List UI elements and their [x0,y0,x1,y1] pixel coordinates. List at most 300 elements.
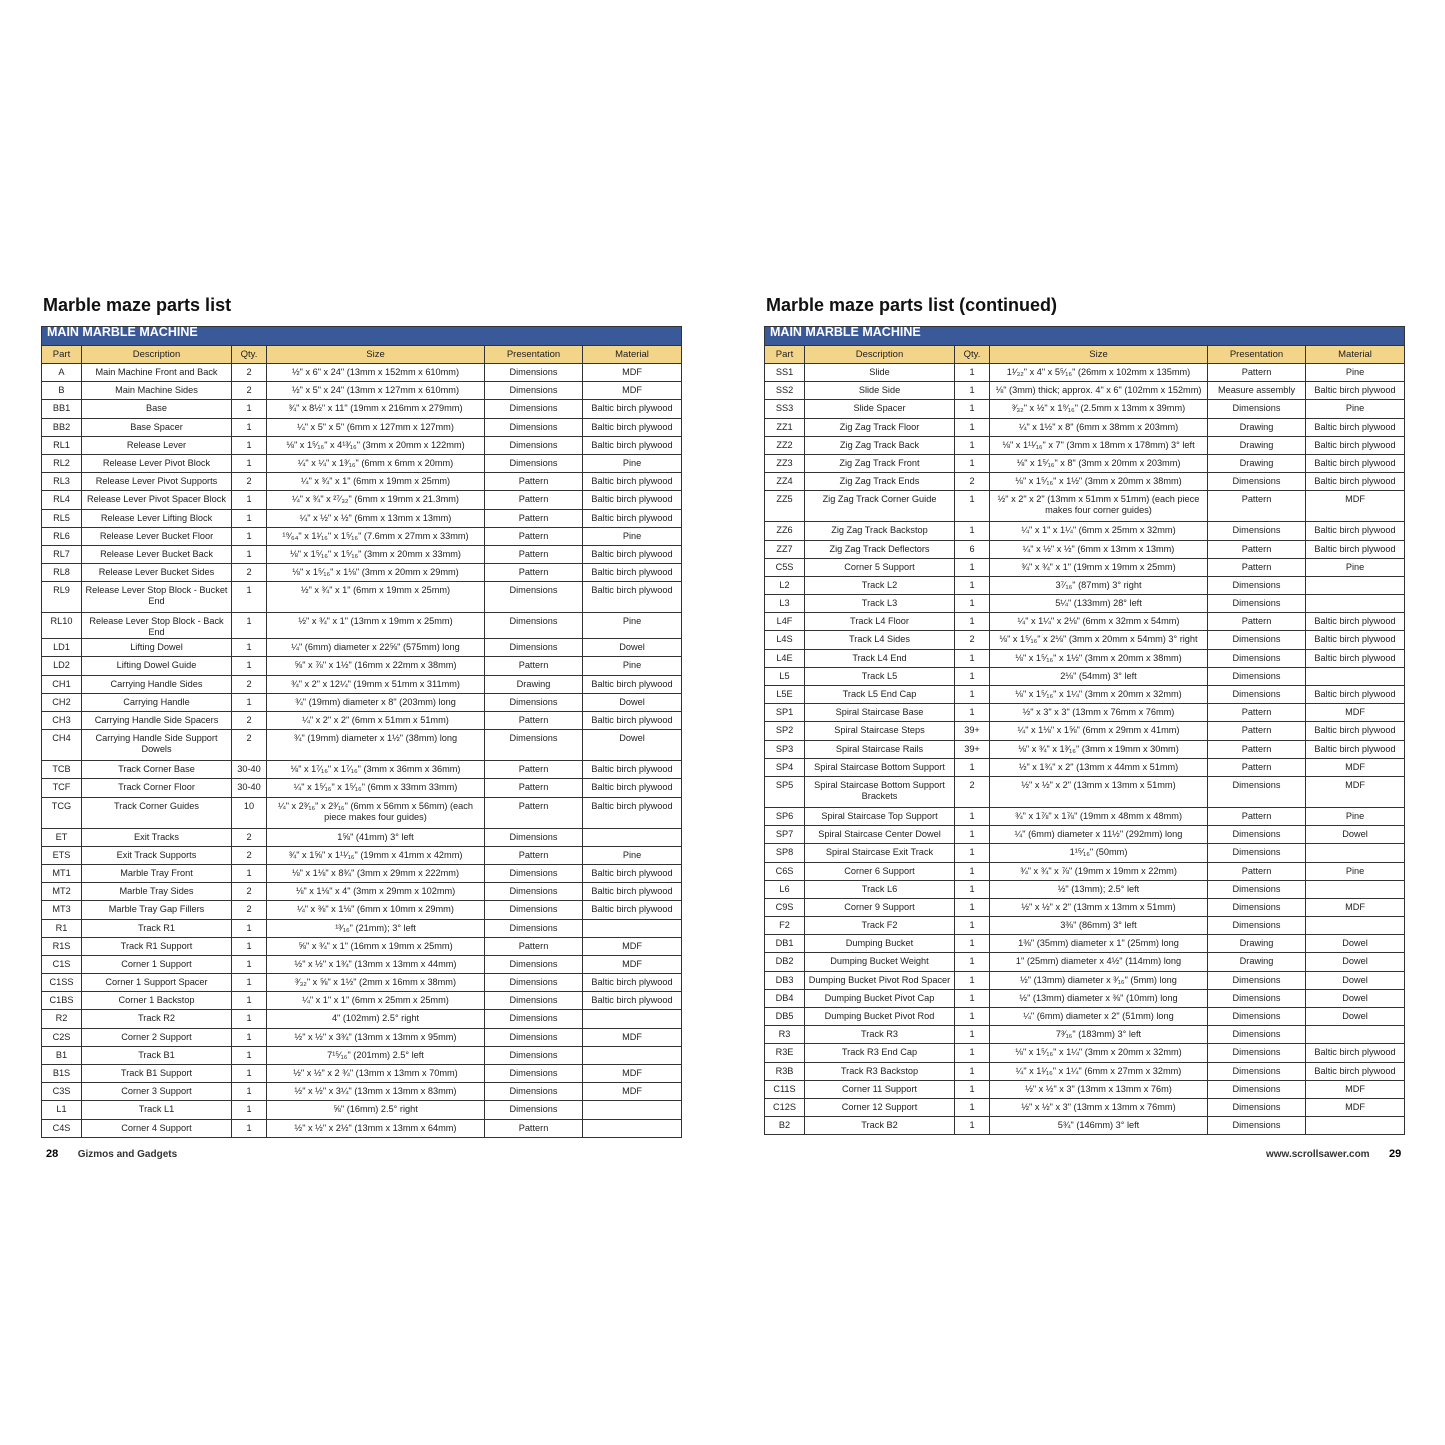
cell-presentation: Pattern [1208,613,1306,631]
section-header: MAIN MARBLE MACHINE [42,327,682,346]
cell-size: ¾" x 2" x 12¼" (19mm x 51mm x 311mm) [267,675,485,693]
table-row [42,509,682,527]
cell-qty: 1 [232,974,267,992]
table-row [765,686,1405,704]
cell-qty: 1 [955,898,990,916]
cell-presentation: Dimensions [1208,776,1306,807]
cell-qty: 1 [955,491,990,522]
cell-presentation: Dimensions [485,454,583,472]
cell-part: B1S [42,1065,82,1083]
right-page [764,294,1404,1135]
table-row [42,846,682,864]
cell-part: ETS [42,846,82,864]
cell-material [1306,576,1405,594]
table-row [42,864,682,882]
table-row [42,883,682,901]
cell-description: Track R3 Backstop [805,1062,955,1080]
table-row [765,935,1405,953]
cell-description: Marble Tray Front [82,864,232,882]
cell-part: SS2 [765,382,805,400]
table-row [765,491,1405,522]
cell-qty: 2 [232,712,267,730]
cell-part: ZZ6 [765,522,805,540]
cell-material: Baltic birch plywood [1306,649,1405,667]
cell-material: Baltic birch plywood [1306,686,1405,704]
cell-presentation: Pattern [1208,758,1306,776]
cell-material: Pine [583,613,682,639]
cell-material: Pine [1306,558,1405,576]
cell-description: Dumping Bucket Pivot Cap [805,989,955,1007]
table-row [42,613,682,639]
cell-size: ¼" x 1" x 1" (6mm x 25mm x 25mm) [267,992,485,1010]
table-row [42,1101,682,1119]
cell-presentation: Dimensions [485,693,583,711]
cell-description: Lifting Dowel [82,639,232,657]
table-row [42,1119,682,1137]
table-row [42,1028,682,1046]
cell-part: SS1 [765,364,805,382]
cell-qty: 1 [232,657,267,675]
cell-qty: 1 [232,400,267,418]
cell-qty: 1 [232,582,267,613]
cell-description: Corner 4 Support [82,1119,232,1137]
cell-part: C2S [42,1028,82,1046]
page-title: Marble maze parts list [43,295,232,315]
cell-presentation: Pattern [485,797,583,828]
table-row [42,527,682,545]
table-row [42,992,682,1010]
cell-part: ZZ4 [765,473,805,491]
cell-qty: 1 [955,436,990,454]
cell-material: Dowel [583,639,682,657]
cell-description: Zig Zag Track Corner Guide [805,491,955,522]
cell-material: Baltic birch plywood [583,901,682,919]
cell-presentation: Dimensions [485,1101,583,1119]
table-row [765,436,1405,454]
cell-size: ⅛" x 1⁵⁄₁₆" x 1⁵⁄₁₆" (3mm x 20mm x 33mm) [267,545,485,563]
cell-part: L4E [765,649,805,667]
cell-material: Baltic birch plywood [583,400,682,418]
cell-presentation: Pattern [485,846,583,864]
table-row [42,1046,682,1064]
cell-size: 3⁷⁄₁₆" (87mm) 3° right [990,576,1208,594]
cell-qty: 1 [955,1044,990,1062]
cell-material: Pine [583,527,682,545]
cell-description: Base [82,400,232,418]
cell-part: TCF [42,779,82,797]
cell-presentation: Measure assembly [1208,382,1306,400]
cell-description: Release Lever Bucket Back [82,545,232,563]
cell-qty: 1 [955,1062,990,1080]
cell-size: 1⅝" (41mm) 3° left [267,828,485,846]
cell-description: Track B2 [805,1117,955,1135]
cell-description: Corner 11 Support [805,1080,955,1098]
cell-size: ⅛" x 1⁵⁄₁₆" x 1⅛" (3mm x 20mm x 29mm) [267,564,485,582]
cell-material: MDF [583,1065,682,1083]
cell-part: C4S [42,1119,82,1137]
cell-size: ⅛" x ¾" x 1³⁄₁₆" (3mm x 19mm x 30mm) [990,740,1208,758]
cell-description: Main Machine Sides [82,382,232,400]
table-row [42,974,682,992]
cell-presentation: Pattern [1208,491,1306,522]
cell-part: DB1 [765,935,805,953]
cell-material: Baltic birch plywood [583,564,682,582]
cell-qty: 1 [955,576,990,594]
cell-size: ¾" x ¾" x 1" (19mm x 19mm x 25mm) [990,558,1208,576]
cell-part: C9S [765,898,805,916]
cell-size: ¼" x 2³⁄₁₆" x 2³⁄₁₆" (6mm x 56mm x 56mm) (each piece makes four guides) [267,797,485,828]
cell-qty: 1 [232,527,267,545]
cell-description: Track L4 Sides [805,631,955,649]
cell-presentation: Dimensions [1208,1117,1306,1135]
cell-description: Spiral Staircase Bottom Support [805,758,955,776]
cell-part: B [42,382,82,400]
cell-size: ⅛" x 1⁵⁄₁₆" x 2⅛" (3mm x 20mm x 54mm) 3° right [990,631,1208,649]
cell-material: Baltic birch plywood [1306,418,1405,436]
cell-part: L5E [765,686,805,704]
cell-part: ZZ1 [765,418,805,436]
cell-part: R2 [42,1010,82,1028]
cell-description: Corner 3 Support [82,1083,232,1101]
cell-description: Track B1 Support [82,1065,232,1083]
cell-description: Dumping Bucket Pivot Rod Spacer [805,971,955,989]
cell-description: Carrying Handle Side Spacers [82,712,232,730]
cell-description: Corner 12 Support [805,1098,955,1116]
cell-presentation: Pattern [485,712,583,730]
parts-table [41,326,682,1138]
cell-material [1306,595,1405,613]
cell-description: Track Corner Guides [82,797,232,828]
cell-presentation: Dimensions [1208,1044,1306,1062]
table-row [765,807,1405,825]
cell-size: ⅝" x ¾" x 1" (16mm x 19mm x 25mm) [267,937,485,955]
cell-description: Corner 2 Support [82,1028,232,1046]
cell-qty: 2 [232,901,267,919]
cell-size: ¾" x 1⅝" x 1¹¹⁄₁₆" (19mm x 41mm x 42mm) [267,846,485,864]
cell-size: ½" x ½" x 2" (13mm x 13mm x 51mm) [990,898,1208,916]
cell-description: Slide Side [805,382,955,400]
cell-description: Zig Zag Track Back [805,436,955,454]
cell-qty: 1 [232,418,267,436]
section-header: MAIN MARBLE MACHINE [765,327,1405,346]
cell-presentation: Dimensions [1208,1062,1306,1080]
cell-presentation: Dimensions [1208,631,1306,649]
cell-material: Baltic birch plywood [1306,613,1405,631]
cell-material [1306,1026,1405,1044]
table-row [42,473,682,491]
cell-qty: 1 [955,649,990,667]
cell-material [1306,1117,1405,1135]
table-row [765,758,1405,776]
cell-material: MDF [583,937,682,955]
cell-presentation: Dimensions [485,864,583,882]
cell-presentation: Dimensions [1208,971,1306,989]
col-qty: Qty. [955,346,990,364]
cell-part: RL2 [42,454,82,472]
cell-size: 1" (25mm) diameter x 4½" (114mm) long [990,953,1208,971]
cell-part: ZZ5 [765,491,805,522]
cell-description: Release Lever Bucket Sides [82,564,232,582]
cell-description: Release Lever [82,436,232,454]
cell-part: C3S [42,1083,82,1101]
cell-presentation: Pattern [485,761,583,779]
table-row [765,862,1405,880]
cell-presentation: Pattern [485,491,583,509]
cell-qty: 1 [232,491,267,509]
col-presentation: Presentation [485,346,583,364]
cell-qty: 2 [232,564,267,582]
cell-part: BB1 [42,400,82,418]
footer-right [1266,1148,1401,1160]
cell-material: Pine [583,454,682,472]
cell-material: Dowel [1306,953,1405,971]
cell-part: DB4 [765,989,805,1007]
cell-size: 5¾" (146mm) 3° left [990,1117,1208,1135]
cell-material: Baltic birch plywood [583,974,682,992]
cell-description: Track L6 [805,880,955,898]
cell-description: Track L2 [805,576,955,594]
cell-qty: 1 [232,1119,267,1137]
cell-part: RL10 [42,613,82,639]
cell-qty: 1 [955,558,990,576]
table-row [765,704,1405,722]
cell-presentation: Dimensions [485,974,583,992]
cell-material: Pine [1306,862,1405,880]
cell-size: ¼" x 2" x 2" (6mm x 51mm x 51mm) [267,712,485,730]
table-row [765,1008,1405,1026]
cell-presentation: Dimensions [485,1046,583,1064]
table-row [42,382,682,400]
cell-description: Carrying Handle Side Support Dowels [82,730,232,761]
cell-presentation: Dimensions [1208,989,1306,1007]
cell-qty: 6 [955,540,990,558]
cell-qty: 30-40 [232,761,267,779]
cell-presentation: Drawing [1208,935,1306,953]
cell-material: Baltic birch plywood [1306,631,1405,649]
cell-description: Track R3 [805,1026,955,1044]
table-row [42,828,682,846]
cell-size: 7³⁄₁₆" (183mm) 3° left [990,1026,1208,1044]
table-row [765,613,1405,631]
cell-presentation: Pattern [1208,364,1306,382]
cell-qty: 1 [955,844,990,862]
cell-size: ¾" x 8½" x 11" (19mm x 216mm x 279mm) [267,400,485,418]
cell-material: MDF [583,955,682,973]
table-row [765,454,1405,472]
cell-material: MDF [583,1083,682,1101]
cell-material [1306,880,1405,898]
cell-size: ⅛" x 1⅛" x 8¾" (3mm x 29mm x 222mm) [267,864,485,882]
cell-part: DB3 [765,971,805,989]
cell-qty: 1 [232,613,267,639]
cell-qty: 39+ [955,740,990,758]
table-row [42,657,682,675]
cell-part: R1 [42,919,82,937]
cell-qty: 1 [955,953,990,971]
table-row [765,953,1405,971]
cell-material: Pine [1306,364,1405,382]
cell-part: LD1 [42,639,82,657]
cell-size: ½" x 1¾" x 2" (13mm x 44mm x 51mm) [990,758,1208,776]
cell-material: Baltic birch plywood [1306,722,1405,740]
cell-material: MDF [583,1028,682,1046]
cell-qty: 1 [955,862,990,880]
cell-description: Track L5 End Cap [805,686,955,704]
cell-description: Spiral Staircase Base [805,704,955,722]
cell-description: Corner 1 Support [82,955,232,973]
cell-description: Dumping Bucket [805,935,955,953]
cell-size: ¼" x 1¹⁄₁₆" x 1¼" (6mm x 27mm x 32mm) [990,1062,1208,1080]
page-number: 29 [1389,1148,1402,1160]
table-row [42,937,682,955]
table-row [42,1010,682,1028]
cell-description: Zig Zag Track Floor [805,418,955,436]
cell-size: ⅛" x 1⅛" x 4" (3mm x 29mm x 102mm) [267,883,485,901]
cell-part: TCB [42,761,82,779]
cell-qty: 1 [232,693,267,711]
cell-part: SP2 [765,722,805,740]
cell-material [1306,917,1405,935]
cell-description: Spiral Staircase Bottom Support Brackets [805,776,955,807]
cell-size: ¼" x ¾" x 1" (6mm x 19mm x 25mm) [267,473,485,491]
cell-presentation: Dimensions [1208,826,1306,844]
cell-presentation: Dimensions [1208,1026,1306,1044]
cell-description: Release Lever Pivot Supports [82,473,232,491]
cell-size: ½" x ¾" x 1" (13mm x 19mm x 25mm) [267,613,485,639]
cell-part: L5 [765,667,805,685]
cell-part: SP3 [765,740,805,758]
cell-size: ¾" (19mm) diameter x 8" (203mm) long [267,693,485,711]
table-row [765,1044,1405,1062]
cell-part: ZZ3 [765,454,805,472]
cell-presentation: Dimensions [485,613,583,639]
cell-description: Marble Tray Gap Fillers [82,901,232,919]
cell-size: ¼" x ¼" x 1³⁄₁₆" (6mm x 6mm x 20mm) [267,454,485,472]
cell-qty: 2 [232,382,267,400]
cell-size: ¾" (19mm) diameter x 1½" (38mm) long [267,730,485,761]
table-row [42,955,682,973]
cell-part: CH1 [42,675,82,693]
cell-material: MDF [583,382,682,400]
cell-presentation: Pattern [1208,540,1306,558]
cell-qty: 1 [232,864,267,882]
cell-presentation: Pattern [485,657,583,675]
cell-description: Corner 1 Backstop [82,992,232,1010]
cell-qty: 1 [955,522,990,540]
cell-part: SP5 [765,776,805,807]
cell-part: RL7 [42,545,82,563]
cell-presentation: Pattern [1208,558,1306,576]
cell-qty: 1 [955,667,990,685]
cell-part: B1 [42,1046,82,1064]
cell-presentation: Dimensions [485,1083,583,1101]
cell-size: ⅛" x 1⁵⁄₁₆" x 8" (3mm x 20mm x 203mm) [990,454,1208,472]
cell-qty: 1 [955,807,990,825]
cell-qty: 1 [955,935,990,953]
cell-size: ½" x 3" x 3" (13mm x 76mm x 76mm) [990,704,1208,722]
cell-material [583,1046,682,1064]
table-row [765,576,1405,594]
cell-material: Baltic birch plywood [583,779,682,797]
cell-size: ½" x ½" x 1¾" (13mm x 13mm x 44mm) [267,955,485,973]
cell-size: ½" x ½" x 3¾" (13mm x 13mm x 95mm) [267,1028,485,1046]
cell-description: Spiral Staircase Center Dowel [805,826,955,844]
cell-description: Dumping Bucket Pivot Rod [805,1008,955,1026]
cell-part: CH2 [42,693,82,711]
cell-qty: 1 [955,613,990,631]
website-url: www.scrollsawer.com [1266,1149,1370,1160]
table-row [42,564,682,582]
cell-size: ½" x ½" x 3¼" (13mm x 13mm x 83mm) [267,1083,485,1101]
col-size: Size [990,346,1208,364]
cell-size: 4" (102mm) 2.5° right [267,1010,485,1028]
cell-material: Dowel [1306,826,1405,844]
cell-qty: 1 [955,418,990,436]
cell-qty: 2 [232,846,267,864]
cell-size: 1¹⁵⁄₁₆" (50mm) [990,844,1208,862]
cell-size: ⅛" x 1⁷⁄₁₆" x 1⁷⁄₁₆" (3mm x 36mm x 36mm) [267,761,485,779]
cell-description: Spiral Staircase Steps [805,722,955,740]
cell-material [583,828,682,846]
table-row [765,540,1405,558]
cell-material: Baltic birch plywood [583,761,682,779]
table-row [765,1026,1405,1044]
cell-size: ¾" x ¾" x ⅞" (19mm x 19mm x 22mm) [990,862,1208,880]
table-row [765,382,1405,400]
cell-description: Track R2 [82,1010,232,1028]
cell-material: Baltic birch plywood [583,509,682,527]
table-row [42,797,682,828]
cell-presentation: Dimensions [485,1028,583,1046]
table-row [765,917,1405,935]
cell-size: ½" x 2" x 2" (13mm x 51mm x 51mm) (each piece makes four corner guides) [990,491,1208,522]
cell-size: ½" (13mm); 2.5° left [990,880,1208,898]
cell-material: Baltic birch plywood [1306,1062,1405,1080]
cell-size: ¼" x 1½" x 8" (6mm x 38mm x 203mm) [990,418,1208,436]
cell-qty: 1 [955,1026,990,1044]
cell-size: ⅛" x 1⁵⁄₁₆" x 4¹³⁄₁₆" (3mm x 20mm x 122mm) [267,436,485,454]
cell-material: Baltic birch plywood [583,675,682,693]
footer-left [46,1148,177,1160]
cell-qty: 2 [232,675,267,693]
cell-qty: 1 [232,545,267,563]
cell-part: L1 [42,1101,82,1119]
cell-material: Dowel [1306,935,1405,953]
table-row [765,473,1405,491]
table-row [42,1065,682,1083]
cell-material: MDF [583,364,682,382]
column-headers [765,346,1405,364]
cell-description: Track R3 End Cap [805,1044,955,1062]
cell-part: C1SS [42,974,82,992]
cell-description: Slide Spacer [805,400,955,418]
cell-description: Dumping Bucket Weight [805,953,955,971]
cell-presentation: Dimensions [1208,1008,1306,1026]
cell-presentation: Pattern [1208,862,1306,880]
cell-qty: 1 [232,509,267,527]
cell-size: ¼" (6mm) diameter x 2" (51mm) long [990,1008,1208,1026]
cell-size: ⅛" x 1⁵⁄₁₆" x 1¼" (3mm x 20mm x 32mm) [990,1044,1208,1062]
cell-presentation: Pattern [485,545,583,563]
col-part: Part [765,346,805,364]
cell-description: Zig Zag Track Deflectors [805,540,955,558]
cell-presentation: Dimensions [1208,473,1306,491]
cell-presentation: Dimensions [1208,844,1306,862]
table-body [765,364,1405,1135]
cell-size: 7¹⁵⁄₁₆" (201mm) 2.5° left [267,1046,485,1064]
cell-qty: 1 [955,686,990,704]
cell-size: ½" (13mm) diameter x ³⁄₁₆" (5mm) long [990,971,1208,989]
